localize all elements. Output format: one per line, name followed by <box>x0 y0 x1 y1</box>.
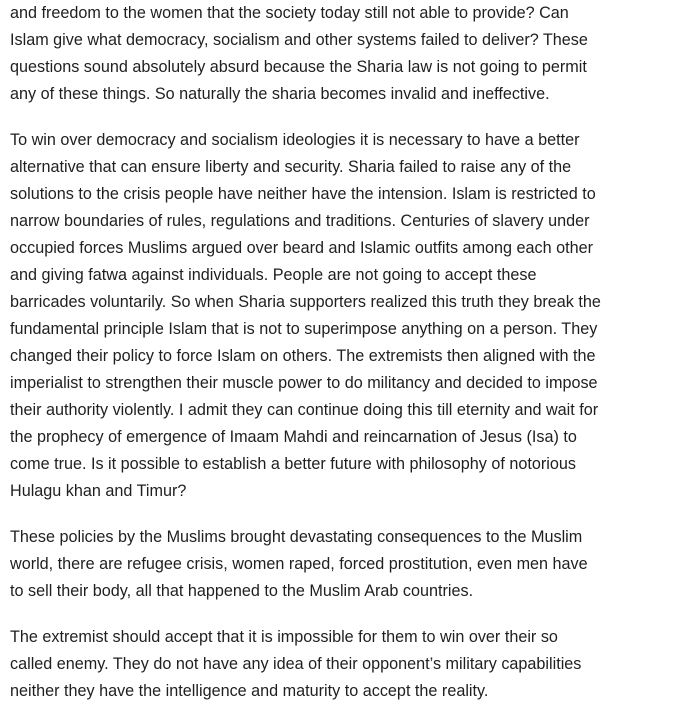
paragraph-consequences <box>10 524 670 605</box>
text-line: come true. Is it possible to establish a better future with philosophy of notorious <box>10 455 576 473</box>
paragraph-extremist-accept <box>10 624 670 705</box>
text-line: occupied forces Muslims argued over beard and Islamic outfits among each other <box>10 239 594 257</box>
text-line: fundamental principle Islam that is not to superimpose anything on a person. They <box>10 320 598 338</box>
text-line: Hulagu khan and Timur? <box>10 482 187 500</box>
text-line: To win over democracy and socialism ideologies it is necessary to have a better <box>10 131 580 149</box>
paragraph-sharia-absurd <box>10 0 670 108</box>
text-line: solutions to the crisis people have neither have the intension. Islam is restricted to <box>10 185 596 203</box>
article-body <box>10 0 670 724</box>
text-line: imperialist to strengthen their muscle power to do militancy and decided to impose <box>10 374 598 392</box>
paragraph-win-over-ideologies <box>10 127 670 505</box>
text-line: any of these things. So naturally the sharia becomes invalid and ineffective. <box>10 85 550 103</box>
text-line: to sell their body, all that happened to the Muslim Arab countries. <box>10 582 474 600</box>
text-line: neither they have the intelligence and maturity to accept the reality. <box>10 682 489 700</box>
text-line: world, there are refugee crisis, women raped, forced prostitution, even men have <box>10 555 588 573</box>
text-line: and freedom to the women that the society today still not able to provide? Can <box>10 4 569 22</box>
text-line: changed their policy to force Islam on others. The extremists then aligned with the <box>10 347 596 365</box>
text-line: These policies by the Muslims brought devastating consequences to the Muslim <box>10 528 583 546</box>
text-line: questions sound absolutely absurd because the Sharia law is not going to permit <box>10 58 587 76</box>
text-line: their authority violently. I admit they can continue doing this till eternity and wait for <box>10 401 599 419</box>
text-line: called enemy. They do not have any idea of their opponent’s military capabilities <box>10 655 582 673</box>
text-line: the prophecy of emergence of Imaam Mahdi and reincarnation of Jesus (Isa) to <box>10 428 577 446</box>
text-line: and giving fatwa against individuals. People are not going to accept these <box>10 266 537 284</box>
text-line: alternative that can ensure liberty and security. Sharia failed to raise any of the <box>10 158 572 176</box>
text-line: barricades voluntarily. So when Sharia supporters realized this truth they break the <box>10 293 601 311</box>
text-line: The extremist should accept that it is impossible for them to win over their so <box>10 628 558 646</box>
text-line: narrow boundaries of rules, regulations and traditions. Centuries of slavery under <box>10 212 590 230</box>
text-line: Islam give what democracy, socialism and other systems failed to deliver? These <box>10 31 588 49</box>
